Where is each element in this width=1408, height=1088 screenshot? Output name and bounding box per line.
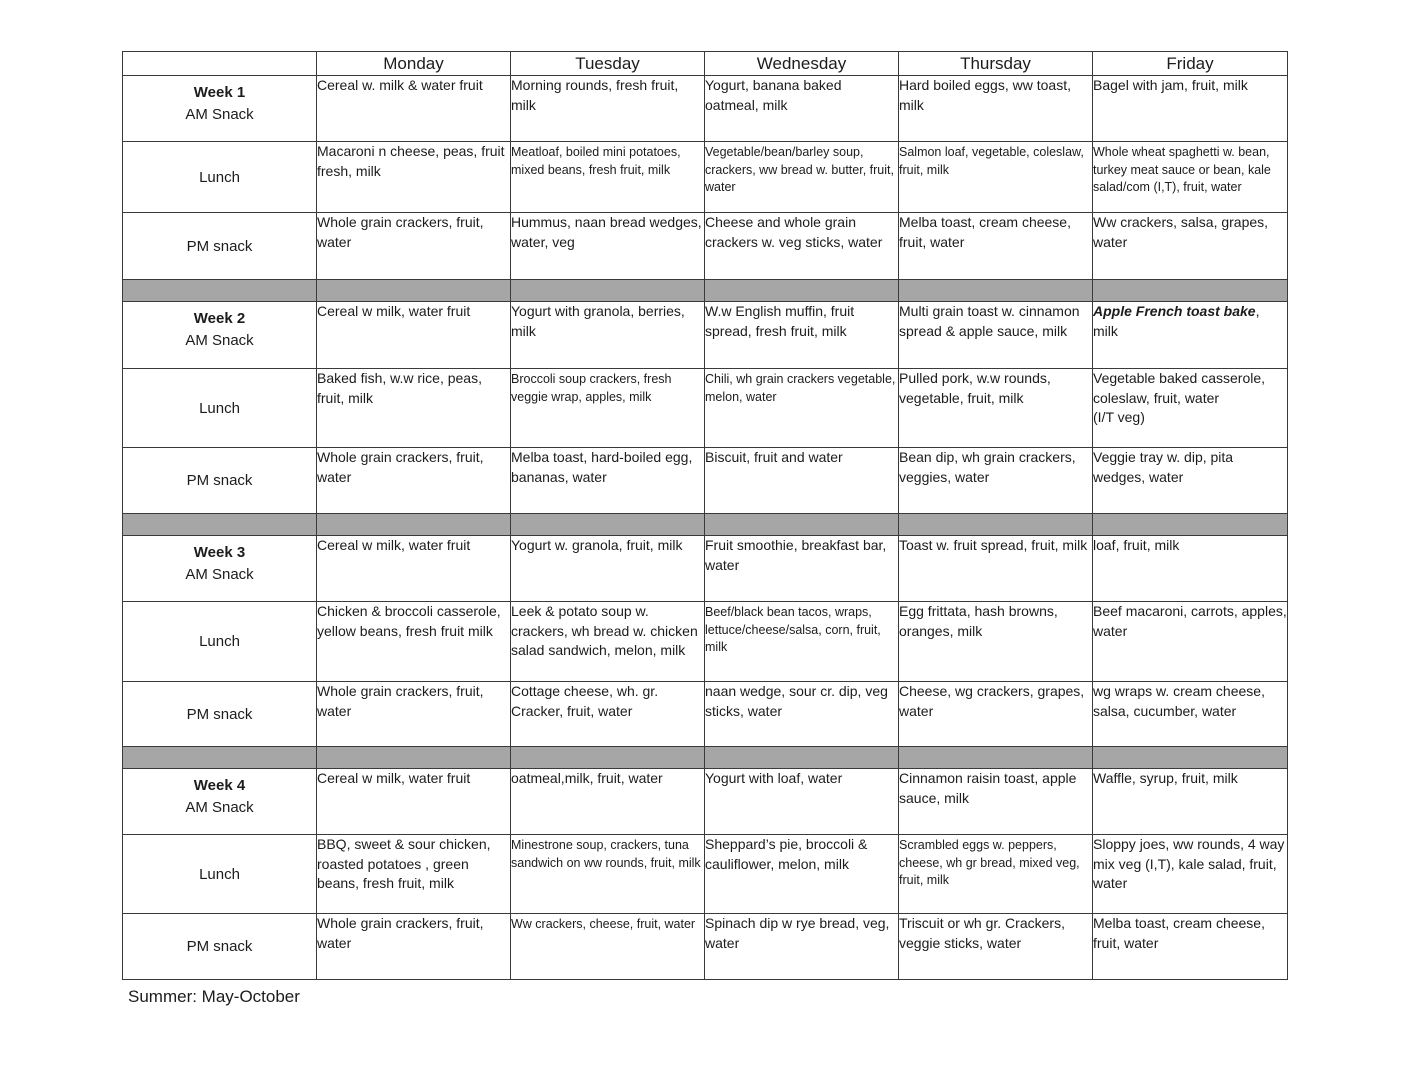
header-row (123, 52, 1288, 76)
menu-cell: Sheppard’s pie, broccoli & cauliflower, melon, milk (705, 835, 899, 914)
week1-am-row (123, 76, 1288, 142)
menu-cell: Whole grain crackers, fruit, water (317, 914, 511, 980)
menu-cell: Cheese and whole grain crackers w. veg sticks, water (705, 213, 899, 280)
menu-cell: Yogurt with granola, berries, milk (511, 302, 705, 369)
day-header-thursday: Thursday (899, 52, 1093, 76)
menu-cell: Whole grain crackers, fruit, water (317, 213, 511, 280)
menu-cell: Broccoli soup crackers, fresh veggie wrap, apples, milk (511, 369, 705, 448)
menu-cell: Cereal w milk, water fruit (317, 769, 511, 835)
meal-label: AM Snack (185, 106, 254, 123)
week-title: Week 4 (193, 777, 246, 794)
menu-cell: Egg frittata, hash browns, oranges, milk (899, 602, 1093, 682)
meal-label: PM snack (123, 914, 317, 980)
menu-cell: Meatloaf, boiled mini potatoes, mixed beans, fresh fruit, milk (511, 142, 705, 213)
menu-cell: Baked fish, w.w rice, peas, fruit, milk (317, 369, 511, 448)
menu-cell: Bagel with jam, fruit, milk (1093, 76, 1288, 142)
featured-item: Apple French toast bake (1093, 303, 1256, 319)
menu-cell: Minestrone soup, crackers, tuna sandwich on ww rounds, fruit, milk (511, 835, 705, 914)
week-title: Week 3 (193, 544, 246, 561)
day-header-tuesday: Tuesday (511, 52, 705, 76)
menu-cell: Macaroni n cheese, peas, fruit fresh, milk (317, 142, 511, 213)
menu-cell: Bean dip, wh grain crackers, veggies, water (899, 448, 1093, 514)
menu-cell: Chicken & broccoli casserole, yellow beans, fresh fruit milk (317, 602, 511, 682)
menu-cell: Melba toast, cream cheese, fruit, water (899, 213, 1093, 280)
menu-cell: Cereal w. milk & water fruit (317, 76, 511, 142)
menu-cell: Vegetable/bean/barley soup, crackers, ww bread w. butter, fruit, water (705, 142, 899, 213)
meal-label: Lunch (123, 142, 317, 213)
menu-cell: Multi grain toast w. cinnamon spread & apple sauce, milk (899, 302, 1093, 369)
week4-am-row (123, 769, 1288, 835)
menu-cell: W.w English muffin, fruit spread, fresh fruit, milk (705, 302, 899, 369)
menu-cell: Fruit smoothie, breakfast bar, water (705, 536, 899, 602)
day-header-friday: Friday (1093, 52, 1288, 76)
row-label (123, 536, 317, 602)
menu-cell: wg wraps w. cream cheese, salsa, cucumber, water (1093, 682, 1288, 747)
week2-lunch-row (123, 369, 1288, 448)
week-separator-row (123, 280, 1288, 302)
menu-cell: Triscuit or wh gr. Crackers, veggie sticks, water (899, 914, 1093, 980)
day-header-wednesday: Wednesday (705, 52, 899, 76)
menu-cell: Yogurt, banana baked oatmeal, milk (705, 76, 899, 142)
week-separator-row (123, 747, 1288, 769)
menu-cell: Sloppy joes, ww rounds, 4 way mix veg (I,T), kale salad, fruit, water (1093, 835, 1288, 914)
menu-cell: naan wedge, sour cr. dip, veg sticks, water (705, 682, 899, 747)
menu-cell: Waffle, syrup, fruit, milk (1093, 769, 1288, 835)
menu-cell-text: Vegetable baked casserole, coleslaw, fruit, water (1093, 370, 1266, 406)
meal-label: AM Snack (185, 332, 254, 349)
day-header-monday: Monday (317, 52, 511, 76)
menu-cell: Yogurt with loaf, water (705, 769, 899, 835)
week2-am-row (123, 302, 1288, 369)
menu-cell: Toast w. fruit spread, fruit, milk (899, 536, 1093, 602)
week3-am-row (123, 536, 1288, 602)
menu-cell: Salmon loaf, vegetable, coleslaw, fruit, milk (899, 142, 1093, 213)
menu-cell: Melba toast, cream cheese, fruit, water (1093, 914, 1288, 980)
menu-cell: Yogurt w. granola, fruit, milk (511, 536, 705, 602)
meal-label: Lunch (123, 835, 317, 914)
week1-lunch-row (123, 142, 1288, 213)
week-separator-row (123, 514, 1288, 536)
menu-cell: Hard boiled eggs, ww toast, milk (899, 76, 1093, 142)
week4-lunch-row (123, 835, 1288, 914)
menu-cell (1093, 369, 1288, 448)
menu-cell: Cereal w milk, water fruit (317, 536, 511, 602)
menu-cell: Biscuit, fruit and water (705, 448, 899, 514)
menu-cell: Whole wheat spaghetti w. bean, turkey meat sauce or bean, kale salad/com (I,T), fruit, water (1093, 142, 1288, 213)
row-label (123, 302, 317, 369)
meal-label: AM Snack (185, 566, 254, 583)
menu-cell: Spinach dip w rye bread, veg, water (705, 914, 899, 980)
menu-cell: Leek & potato soup w. crackers, wh bread w. chicken salad sandwich, melon, milk (511, 602, 705, 682)
week-title: Week 2 (193, 310, 246, 327)
meal-label: PM snack (123, 682, 317, 747)
week1-pm-row (123, 213, 1288, 280)
menu-cell: Beef/black bean tacos, wraps, lettuce/cheese/salsa, corn, fruit, milk (705, 602, 899, 682)
meal-label: Lunch (123, 369, 317, 448)
meal-label: PM snack (123, 213, 317, 280)
menu-cell: Melba toast, hard-boiled egg, bananas, water (511, 448, 705, 514)
menu-table (122, 51, 1288, 980)
menu-cell: Beef macaroni, carrots, apples, water (1093, 602, 1288, 682)
menu-cell: BBQ, sweet & sour chicken, roasted potatoes , green beans, fresh fruit, milk (317, 835, 511, 914)
menu-cell-text: , milk (1093, 303, 1260, 339)
menu-cell: Chili, wh grain crackers vegetable, melon, water (705, 369, 899, 448)
corner-cell (123, 52, 317, 76)
menu-cell: Cinnamon raisin toast, apple sauce, milk (899, 769, 1093, 835)
menu-cell: Hummus, naan bread wedges, water, veg (511, 213, 705, 280)
meal-label: AM Snack (185, 799, 254, 816)
menu-cell: Cheese, wg crackers, grapes, water (899, 682, 1093, 747)
week4-pm-row (123, 914, 1288, 980)
menu-cell: Veggie tray w. dip, pita wedges, water (1093, 448, 1288, 514)
week-title: Week 1 (193, 84, 246, 101)
menu-cell: Pulled pork, w.w rounds, vegetable, fruit, milk (899, 369, 1093, 448)
menu-cell: Cereal w milk, water fruit (317, 302, 511, 369)
week3-pm-row (123, 682, 1288, 747)
menu-cell: Whole grain crackers, fruit, water (317, 448, 511, 514)
menu-cell: Whole grain crackers, fruit, water (317, 682, 511, 747)
menu-cell: Ww crackers, cheese, fruit, water (511, 914, 705, 980)
menu-cell: Scrambled eggs w. peppers, cheese, wh gr bread, mixed veg, fruit, milk (899, 835, 1093, 914)
week3-lunch-row (123, 602, 1288, 682)
menu-cell: loaf, fruit, milk (1093, 536, 1288, 602)
meal-label: Lunch (123, 602, 317, 682)
menu-cell: Cottage cheese, wh. gr. Cracker, fruit, water (511, 682, 705, 747)
season-footnote: Summer: May-October (128, 987, 300, 1006)
menu-cell-note: (I/T veg) (1093, 409, 1145, 425)
menu-cell (1093, 302, 1288, 369)
menu-cell: Morning rounds, fresh fruit, milk (511, 76, 705, 142)
menu-cell: oatmeal,milk, fruit, water (511, 769, 705, 835)
menu-cell: Ww crackers, salsa, grapes, water (1093, 213, 1288, 280)
week2-pm-row (123, 448, 1288, 514)
row-label (123, 769, 317, 835)
meal-label: PM snack (123, 448, 317, 514)
row-label (123, 76, 317, 142)
